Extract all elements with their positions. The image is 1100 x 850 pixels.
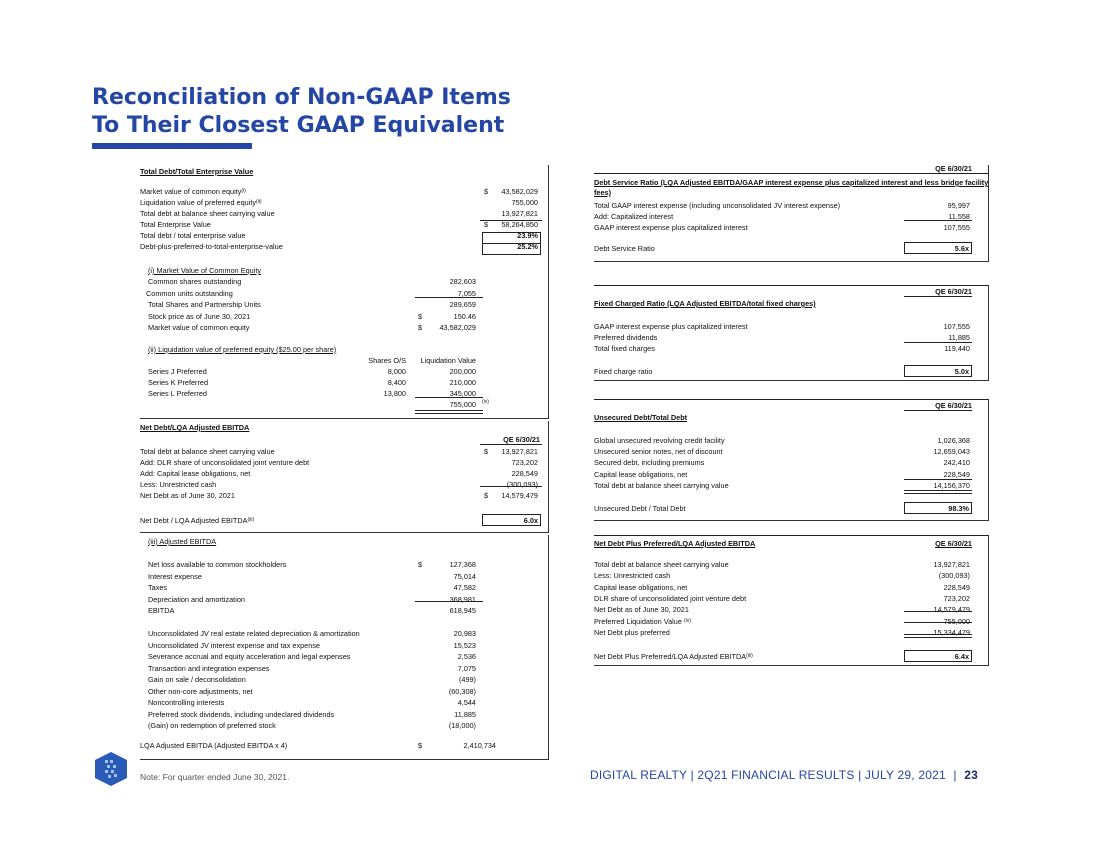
row-label-text: Capital lease obligations, net — [594, 582, 688, 592]
row-label-text: GAAP interest expense plus capitalized interest — [594, 223, 748, 232]
row-label-text: Market value of common equity — [140, 187, 242, 196]
table-row-value: 14,156,370 — [933, 480, 970, 490]
table-row-value: (300,093) — [938, 571, 970, 581]
table-row-value: 13,927,821 — [501, 447, 538, 456]
fcr-ratio-label: Fixed charge ratio — [594, 367, 653, 376]
fcr-heading: Fixed Charged Ratio (LQA Adjusted EBITDA/total fixed charges) — [594, 299, 816, 308]
table-row-label — [140, 198, 262, 207]
row-label-text: Add: Capitalized interest — [594, 212, 674, 221]
mvce-heading: (i) Market Value of Common Equity — [148, 266, 262, 275]
table-row-label: Market value of common equity — [148, 323, 250, 332]
table-row-value: 368,981 — [449, 594, 476, 604]
table-row-value: 4,544 — [457, 698, 476, 707]
table-row-value: (60,308) — [448, 686, 476, 696]
ud-ratio-value: 98.3% — [948, 504, 969, 513]
footer — [590, 768, 978, 782]
table-row-label — [594, 605, 689, 614]
table-row-value: 43,582,029 — [439, 323, 476, 332]
row-label-text: GAAP interest expense plus capitalized interest — [594, 322, 748, 331]
table-row-value: 119,440 — [944, 344, 970, 353]
row-label-text: Capital lease obligations, net — [594, 469, 688, 479]
row-label-text: Debt-plus-preferred-to-total-enterprise-value — [140, 242, 283, 251]
table-row-label — [594, 583, 687, 592]
table-row-value: 25.2% — [517, 242, 538, 251]
table-row-value: 345,000 — [449, 389, 476, 398]
footer-separator: | — [953, 768, 957, 782]
ud-col: QE 6/30/21 — [935, 401, 972, 410]
row-label-text: Total debt / total enterprise value — [140, 231, 246, 240]
table-row-label — [594, 344, 655, 353]
ud-heading: Unsecured Debt/Total Debt — [594, 413, 688, 422]
table-row-value: 107,555 — [943, 322, 970, 331]
table-row-label: Preferred stock dividends, including undeclared dividends — [148, 709, 335, 719]
row-label-text: Unsecured senior notes, net of discount — [594, 447, 723, 457]
dollar-sign: $ — [484, 447, 489, 456]
tev-panel — [140, 165, 549, 419]
table-row-label: Common units outstanding — [146, 288, 233, 298]
table-row-label — [594, 223, 748, 232]
dollar-sign: $ — [484, 187, 489, 196]
table-row-label: Unconsolidated JV interest expense and tax expense — [148, 640, 320, 650]
table-row-label — [594, 481, 729, 490]
pref-shares: 8,000 — [387, 367, 406, 376]
table-row-value: 23.9% — [517, 231, 538, 240]
title-accent-bar — [92, 143, 252, 149]
table-row-label: Series K Preferred — [148, 378, 209, 387]
lqa-dollar: $ — [418, 741, 423, 750]
table-row-value: (18,000) — [448, 721, 476, 730]
pref-shares: 13,800 — [383, 389, 406, 398]
table-row-label: Series L Preferred — [148, 389, 207, 398]
pref-col-value: Liquidation Value — [420, 356, 476, 365]
ndp-col: QE 6/30/21 — [935, 539, 972, 548]
footer-text: DIGITAL REALTY | 2Q21 FINANCIAL RESULTS | JULY 29, 2021 — [590, 768, 946, 782]
pref-shares: 8,400 — [387, 378, 406, 387]
table-row-label — [140, 231, 245, 240]
table-row-label: Stock price as of June 30, 2021 — [148, 311, 251, 321]
digital-realty-logo-icon — [95, 752, 127, 786]
table-row-label — [594, 201, 840, 210]
table-row-label: Total debt at balance sheet carrying value — [140, 447, 275, 456]
table-row-label — [594, 212, 673, 221]
table-row-label: Common shares outstanding — [148, 277, 242, 286]
table-row-value: 289,659 — [449, 300, 476, 309]
table-row-label — [594, 560, 729, 569]
dollar-sign: $ — [418, 323, 423, 332]
row-label-text: Secured debt, including premiums — [594, 458, 705, 468]
row-label-text: Total debt at balance sheet carrying value — [140, 209, 275, 218]
row-label-text: DLR share of unconsolidated joint venture debt — [594, 593, 747, 603]
table-row-value: 2,536 — [457, 652, 476, 661]
table-row-label: Noncontrolling interests — [148, 698, 225, 707]
table-row-label: (Gain) on redemption of preferred stock — [148, 721, 276, 730]
table-row-value: 242,410 — [943, 458, 970, 468]
footnote-marker: (ii) — [256, 199, 262, 205]
table-row-label: Transaction and integration expenses — [148, 663, 270, 673]
table-row-value: 755,000 — [511, 198, 538, 207]
table-row-value: 723,202 — [511, 458, 538, 467]
table-row-value: (499) — [458, 675, 476, 684]
table-row-value: 282,603 — [449, 277, 476, 286]
table-row-value: 15,334,479 — [933, 627, 970, 637]
table-row-label — [594, 436, 725, 445]
lqa-label: LQA Adjusted EBITDA (Adjusted EBITDA x 4) — [140, 741, 288, 750]
table-row-value: 7,055 — [457, 288, 476, 298]
table-row-label — [140, 242, 283, 251]
table-row-label — [140, 209, 275, 218]
dsr-heading1: Debt Service Ratio (LQA Adjusted EBITDA/GAAP interest expense plus capitalized interest and less bridge facility — [594, 178, 989, 187]
row-label-text: Total Enterprise Value — [140, 220, 211, 229]
table-row-label: Depreciation and amortization — [148, 594, 245, 604]
table-row-label: Severance accrual and equity acceleration and legal expenses — [148, 652, 351, 661]
fcr-col: QE 6/30/21 — [935, 287, 972, 296]
table-row-value: 210,000 — [449, 378, 476, 387]
table-row-value: 75,014 — [453, 571, 476, 581]
tev-heading: Total Debt/Total Enterprise Value — [140, 167, 254, 176]
footnote-marker: (i) — [241, 188, 246, 194]
table-row-label: Series J Preferred — [148, 367, 207, 376]
row-label-text: Net Debt plus preferred — [594, 627, 670, 637]
dollar-sign: $ — [418, 311, 423, 321]
table-row-value: 95,997 — [947, 201, 970, 210]
row-label-text: Less: Unrestricted cash — [594, 571, 671, 581]
row-label-text: Liquidation value of preferred equity — [140, 198, 257, 207]
table-row-value: 228,549 — [943, 582, 970, 592]
fcr-panel — [594, 285, 989, 381]
row-label-text: Preferred dividends — [594, 333, 658, 342]
table-row-label: Net loss available to common stockholders — [148, 560, 287, 569]
table-row-label: Other non-core adjustments, net — [148, 686, 253, 696]
table-row-value: 13,927,821 — [933, 560, 970, 569]
footnote: Note: For quarter ended June 30, 2021. — [140, 772, 290, 782]
table-row-label: Add: Capital lease obligations, net — [140, 469, 251, 478]
table-row-value: 58,264,850 — [501, 220, 538, 229]
table-row-value: 755,000 — [943, 616, 970, 626]
row-label-text: Total debt at balance sheet carrying value — [594, 560, 729, 569]
dollar-sign: $ — [484, 220, 489, 229]
table-row-label — [140, 187, 246, 196]
net-debt-heading: Net Debt/LQA Adjusted EBITDA — [140, 423, 250, 432]
fcr-ratio-value: 5.0x — [954, 367, 969, 376]
ebitda-heading: (iii) Adjusted EBITDA — [148, 537, 217, 546]
ud-ratio-label: Unsecured Debt / Total Debt — [594, 504, 686, 513]
table-row-label — [594, 333, 657, 342]
table-row-label: EBITDA — [148, 606, 175, 615]
table-row-value: 47,582 — [453, 583, 476, 592]
table-row-label: Net Debt as of June 30, 2021 — [140, 491, 235, 500]
table-row-value: 14,579,479 — [933, 605, 970, 615]
net-debt-col: QE 6/30/21 — [503, 435, 540, 444]
tev-pref-ratio-box — [482, 243, 541, 255]
pref-heading: (ii) Liquidation value of preferred equity ($25.00 per share) — [148, 345, 337, 354]
page-number: 23 — [964, 768, 978, 782]
table-row-value: 618,945 — [449, 606, 476, 615]
row-label-text: Preferred Liquidation Value — [594, 616, 684, 626]
table-row-value: 20,983 — [453, 629, 476, 638]
dsr-ratio-value: 5.6x — [954, 244, 969, 253]
table-row-value: 228,549 — [943, 469, 970, 479]
ud-panel — [594, 399, 989, 521]
table-row-value: 200,000 — [449, 367, 476, 376]
table-row-value: 228,549 — [511, 469, 538, 478]
table-row-value: 7,075 — [457, 663, 476, 673]
net-debt-ratio-label: Net Debt / LQA Adjusted EBITDA$^{(iii)}$ — [140, 516, 255, 525]
ndp-ratio-label: Net Debt Plus Preferred/LQA Adjusted EBITDA$^{(iii)}$ — [594, 652, 753, 661]
row-label-text: Total fixed charges — [594, 344, 655, 353]
table-row-label: Gain on sale / deconsolidation — [148, 675, 246, 684]
net-debt-panel — [140, 421, 549, 533]
table-row-label: Unconsolidated JV real estate related depreciation & amortization — [148, 629, 360, 638]
table-row-value: 11,558 — [948, 212, 970, 221]
dsr-col: QE 6/30/21 — [935, 164, 972, 173]
table-row-value: 107,555 — [943, 223, 970, 232]
ndp-panel — [594, 535, 989, 666]
ndp-heading: Net Debt Plus Preferred/LQA Adjusted EBITDA — [594, 539, 756, 548]
pref-total-sup: (iv) — [482, 399, 489, 405]
table-row-label: Total Shares and Partnership Units — [148, 300, 261, 309]
table-row-label — [594, 447, 723, 456]
ebitda-panel — [140, 535, 549, 760]
table-row-label — [594, 458, 704, 467]
footnote-marker: (iv) — [683, 617, 691, 624]
table-row-label — [594, 594, 746, 603]
table-row-value: 150.46 — [453, 311, 476, 321]
row-label-text: Net Debt as of June 30, 2021 — [594, 605, 689, 615]
table-row-value: 12,659,043 — [933, 447, 970, 457]
table-row-label — [140, 220, 211, 229]
table-row-label — [594, 571, 670, 580]
table-row-value: 13,927,821 — [501, 209, 538, 218]
table-row-value: 43,582,029 — [501, 187, 538, 196]
table-row-value: 723,202 — [943, 593, 970, 603]
table-row-label: Add: DLR share of unconsolidated joint venture debt — [140, 458, 310, 467]
table-row-label — [594, 470, 687, 479]
net-debt-ratio-value: 6.0x — [523, 516, 538, 525]
table-row-value: 1,026,368 — [937, 436, 970, 445]
lqa-value: 2,410,734 — [463, 741, 496, 750]
table-row-value: 14,579,479 — [501, 491, 538, 500]
page-title — [92, 84, 511, 140]
table-row-label — [594, 322, 748, 331]
table-row-value: 127,368 — [449, 560, 476, 569]
dollar-sign: $ — [484, 491, 489, 500]
table-row-value: 15,523 — [453, 640, 476, 650]
table-row-label: Interest expense — [148, 571, 202, 581]
row-label-text: Total GAAP interest expense (including unconsolidated JV interest expense) — [594, 201, 841, 210]
row-label-text: Total debt at balance sheet carrying value — [594, 480, 729, 490]
table-row-value: 11,885 — [948, 333, 970, 342]
dollar-sign: $ — [418, 560, 423, 569]
ndp-ratio-value: 6.4x — [954, 652, 969, 661]
table-row-label: Taxes — [148, 583, 168, 592]
table-row-value: 11,885 — [454, 709, 476, 719]
table-row-label: Less: Unrestricted cash — [140, 480, 217, 489]
page-title-line1: Reconciliation of Non-GAAP Items — [92, 85, 511, 110]
dsr-heading2: fees) — [594, 188, 612, 197]
row-label-text: Global unsecured revolving credit facility — [594, 436, 725, 445]
pref-col-shares: Shares O/S — [368, 356, 406, 365]
table-row-value: (300,093) — [506, 480, 538, 489]
table-row-label — [594, 628, 670, 637]
dsr-ratio-label: Debt Service Ratio — [594, 244, 655, 253]
dsr-panel — [594, 165, 989, 262]
pref-total: 755,000 — [449, 400, 476, 409]
page-title-line2: To Their Closest GAAP Equivalent — [92, 113, 505, 138]
table-row-label — [594, 617, 691, 626]
